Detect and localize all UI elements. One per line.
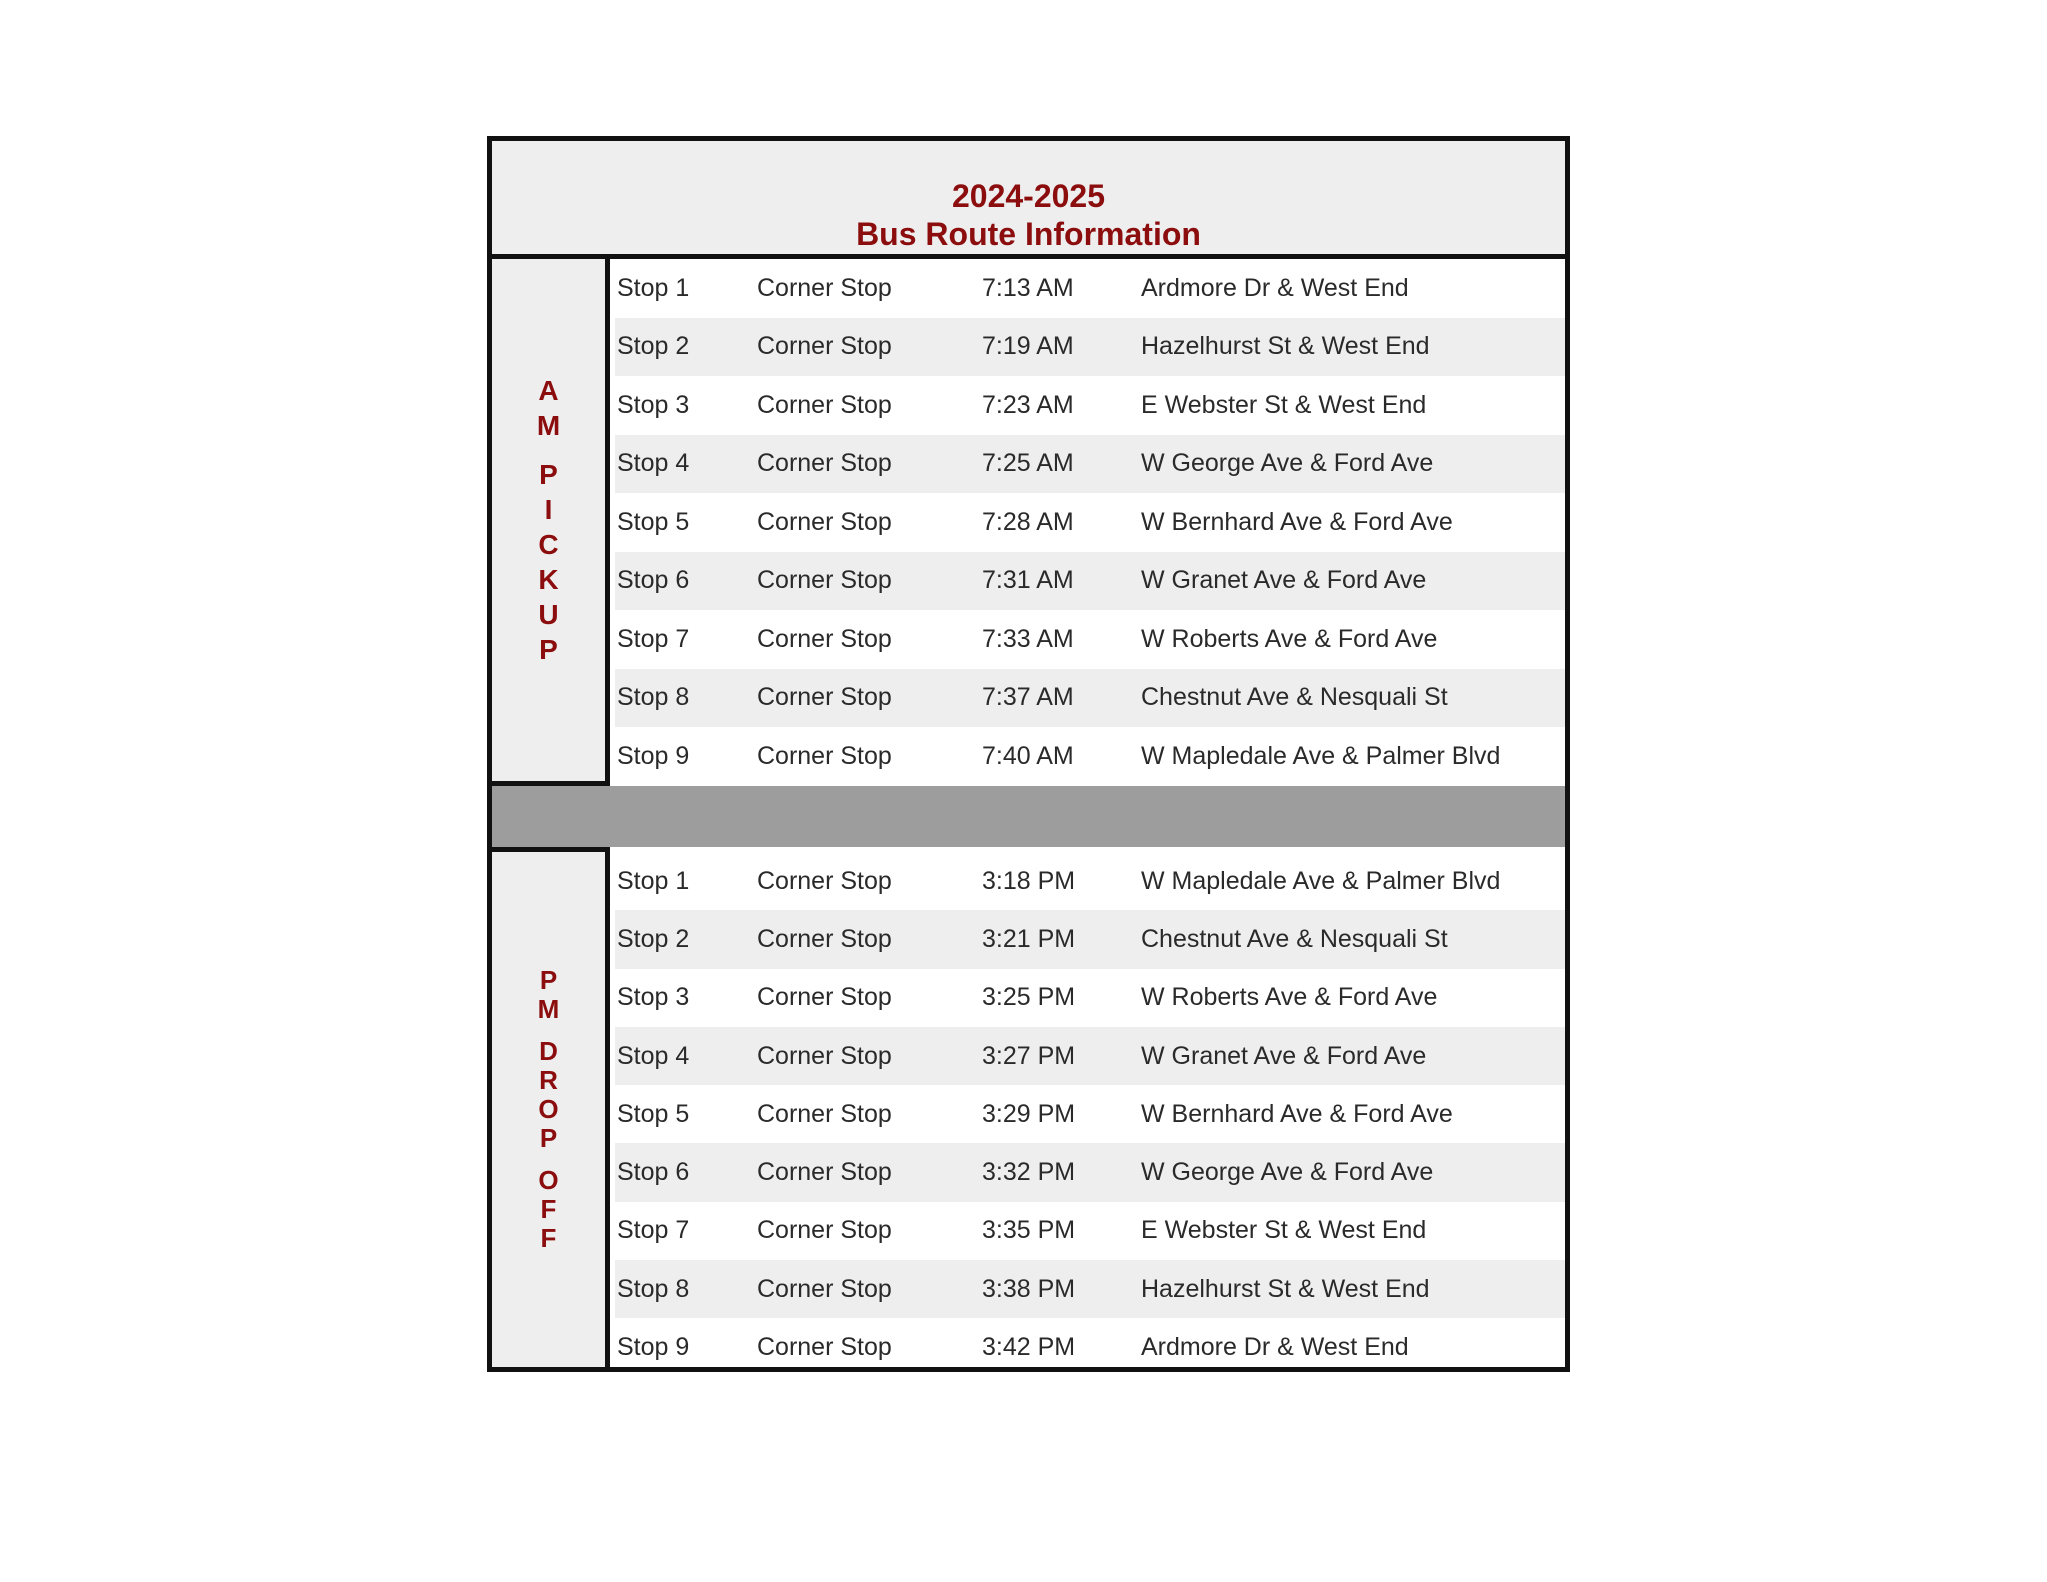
table-row — [615, 552, 1565, 611]
stop-location: W Roberts Ave & Ford Ave — [1141, 624, 1438, 653]
stop-time: 3:35 PM — [982, 1216, 1076, 1245]
stop-time: 7:19 AM — [982, 332, 1074, 361]
am-label-letter: A — [538, 375, 559, 406]
stop-number: Stop 4 — [617, 449, 690, 478]
stop-type: Corner Stop — [757, 1333, 892, 1362]
stop-time: 7:33 AM — [982, 624, 1074, 653]
stop-location: W George Ave & Ford Ave — [1141, 1158, 1434, 1187]
stop-number: Stop 3 — [617, 390, 690, 419]
stop-location: Hazelhurst St & West End — [1141, 332, 1430, 361]
stop-time: 7:25 AM — [982, 449, 1074, 478]
stop-type: Corner Stop — [757, 1274, 892, 1303]
stop-number: Stop 6 — [617, 566, 690, 595]
stop-location: W Granet Ave & Ford Ave — [1141, 566, 1427, 595]
am-label-letter: M — [536, 410, 561, 441]
stop-number: Stop 4 — [617, 1041, 690, 1070]
stop-number: Stop 8 — [617, 683, 690, 712]
stop-number: Stop 2 — [617, 924, 690, 953]
stop-location: W Bernhard Ave & Ford Ave — [1141, 507, 1453, 536]
am-label-letter: C — [538, 529, 559, 560]
table-row — [615, 376, 1565, 435]
table-row — [615, 259, 1565, 318]
pm-label-letter: F — [540, 1223, 557, 1253]
stop-number: Stop 5 — [617, 507, 690, 536]
table-row — [615, 435, 1565, 494]
stop-time: 3:18 PM — [982, 866, 1076, 895]
stop-location: W Mapledale Ave & Palmer Blvd — [1141, 741, 1501, 770]
stop-type: Corner Stop — [757, 1216, 892, 1245]
stop-time: 3:25 PM — [982, 983, 1076, 1012]
stop-number: Stop 9 — [617, 1333, 690, 1362]
pm-label-letter: D — [539, 1036, 558, 1066]
pm-label-letter: O — [538, 1165, 559, 1195]
table-row — [615, 1143, 1565, 1201]
header-title: Bus Route Information — [856, 216, 1201, 252]
stop-time: 3:38 PM — [982, 1274, 1076, 1303]
stop-type: Corner Stop — [757, 1041, 892, 1070]
am-label-letter: I — [544, 494, 553, 525]
stop-time: 7:13 AM — [982, 273, 1074, 302]
stop-location: Chestnut Ave & Nesquali St — [1141, 924, 1448, 953]
pm-dropoff-label — [492, 847, 610, 1367]
stop-location: W Mapledale Ave & Palmer Blvd — [1141, 866, 1501, 895]
stop-number: Stop 5 — [617, 1099, 690, 1128]
section-divider — [492, 786, 1565, 847]
am-label-letter — [537, 443, 560, 457]
table-row — [615, 969, 1565, 1027]
stop-number: Stop 6 — [617, 1158, 690, 1187]
stop-type: Corner Stop — [757, 866, 892, 895]
stop-type: Corner Stop — [757, 983, 892, 1012]
pm-label-letter: P — [539, 1123, 558, 1153]
pm-label-letter: P — [539, 965, 558, 995]
table-row — [615, 669, 1565, 728]
stop-location: E Webster St & West End — [1141, 1216, 1427, 1245]
stop-type: Corner Stop — [757, 273, 892, 302]
table-row — [615, 1260, 1565, 1318]
stop-location: Chestnut Ave & Nesquali St — [1141, 683, 1448, 712]
header — [492, 141, 1565, 259]
stop-type: Corner Stop — [757, 683, 892, 712]
stop-time: 7:40 AM — [982, 741, 1074, 770]
stop-type: Corner Stop — [757, 624, 892, 653]
stop-type: Corner Stop — [757, 449, 892, 478]
am-label-letter: P — [539, 634, 558, 665]
am-pickup-letters — [537, 373, 560, 667]
stop-type: Corner Stop — [757, 332, 892, 361]
am-label-letter: K — [538, 564, 559, 595]
am-pickup-table — [615, 259, 1565, 786]
stop-time: 7:31 AM — [982, 566, 1074, 595]
table-row — [615, 610, 1565, 669]
stop-number: Stop 1 — [617, 866, 690, 895]
stop-time: 3:32 PM — [982, 1158, 1076, 1187]
stop-number: Stop 7 — [617, 624, 690, 653]
pm-label-letter: F — [540, 1194, 557, 1224]
stop-time: 3:21 PM — [982, 924, 1076, 953]
stop-time: 7:28 AM — [982, 507, 1074, 536]
stop-time: 7:23 AM — [982, 390, 1074, 419]
stop-location: Ardmore Dr & West End — [1141, 1333, 1409, 1362]
am-label-letter: U — [538, 599, 559, 630]
stop-location: Hazelhurst St & West End — [1141, 1274, 1430, 1303]
am-pickup-section — [492, 259, 1565, 786]
stop-type: Corner Stop — [757, 741, 892, 770]
stop-location: E Webster St & West End — [1141, 390, 1427, 419]
stop-number: Stop 9 — [617, 741, 690, 770]
table-row — [615, 910, 1565, 968]
stop-location: W George Ave & Ford Ave — [1141, 449, 1434, 478]
stop-type: Corner Stop — [757, 566, 892, 595]
stop-time: 3:27 PM — [982, 1041, 1076, 1070]
table-row — [615, 1027, 1565, 1085]
stop-type: Corner Stop — [757, 507, 892, 536]
table-row — [615, 493, 1565, 552]
stop-time: 3:42 PM — [982, 1333, 1076, 1362]
stop-type: Corner Stop — [757, 1158, 892, 1187]
pm-dropoff-letters — [538, 966, 560, 1253]
am-pickup-label — [492, 259, 610, 786]
table-row — [615, 318, 1565, 377]
pm-label-letter: M — [537, 994, 560, 1024]
stop-type: Corner Stop — [757, 390, 892, 419]
bus-route-sheet — [487, 136, 1570, 1372]
stop-location: Ardmore Dr & West End — [1141, 273, 1409, 302]
table-row — [615, 1085, 1565, 1143]
stop-location: W Roberts Ave & Ford Ave — [1141, 983, 1438, 1012]
pm-dropoff-table — [615, 852, 1565, 1377]
stop-type: Corner Stop — [757, 924, 892, 953]
stop-time: 3:29 PM — [982, 1099, 1076, 1128]
stop-number: Stop 8 — [617, 1274, 690, 1303]
header-year: 2024-2025 — [951, 178, 1106, 214]
stop-location: W Bernhard Ave & Ford Ave — [1141, 1099, 1453, 1128]
table-row — [615, 852, 1565, 910]
stop-number: Stop 1 — [617, 273, 690, 302]
stop-number: Stop 2 — [617, 332, 690, 361]
table-row — [615, 1202, 1565, 1260]
stop-number: Stop 3 — [617, 983, 690, 1012]
pm-dropoff-section — [492, 847, 1565, 1367]
table-row — [615, 1318, 1565, 1376]
stop-type: Corner Stop — [757, 1099, 892, 1128]
stop-number: Stop 7 — [617, 1216, 690, 1245]
stop-location: W Granet Ave & Ford Ave — [1141, 1041, 1427, 1070]
pm-label-letter: R — [539, 1065, 558, 1095]
table-row — [615, 727, 1565, 786]
am-label-letter: P — [539, 459, 558, 490]
pm-label-letter: O — [538, 1094, 559, 1124]
stop-time: 7:37 AM — [982, 683, 1074, 712]
